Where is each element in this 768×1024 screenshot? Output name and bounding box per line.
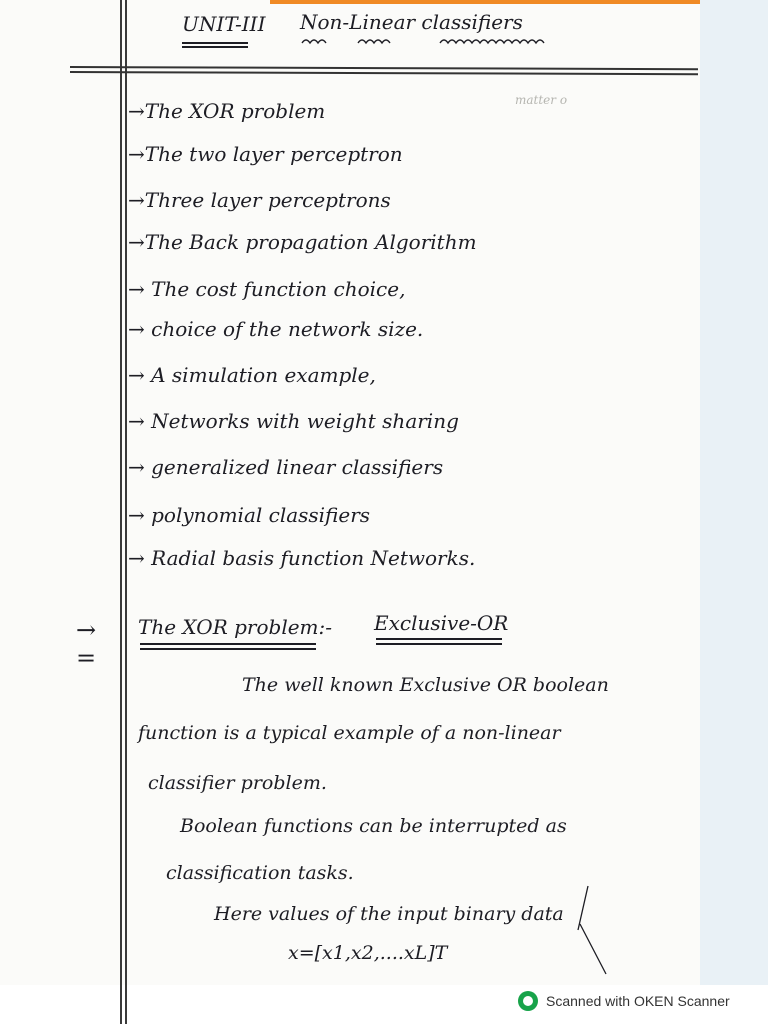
- section-heading: The XOR problem:-: [138, 615, 333, 639]
- unit-label: UNIT-III: [182, 12, 266, 36]
- scanner-watermark: [518, 990, 730, 1012]
- unit-underline-2: [182, 46, 248, 48]
- topic-item: →The two layer perceptron: [128, 142, 403, 166]
- faint-bleed-text: matter o: [515, 93, 568, 107]
- topic-item: → A simulation example,: [128, 363, 376, 387]
- topic-item: → Radial basis function Networks.: [128, 546, 476, 570]
- topic-item: → choice of the network size.: [128, 317, 424, 341]
- title-squiggle-underline: [300, 34, 552, 48]
- margin-equals: =: [76, 644, 97, 672]
- topic-item: → polynomial classifiers: [128, 503, 371, 527]
- subheading-underline: [376, 638, 502, 640]
- heading-underline: [140, 643, 316, 645]
- page-background-edge: [700, 0, 768, 985]
- topic-item: → generalized linear classifiers: [128, 455, 444, 479]
- paragraph-line: Here values of the input binary data: [214, 903, 564, 925]
- scanner-logo-icon: [518, 991, 538, 1011]
- section-subheading: Exclusive-OR: [374, 611, 509, 635]
- topic-item: → The cost function choice,: [128, 277, 406, 301]
- topic-item: → Networks with weight sharing: [128, 409, 459, 433]
- page-title: Non-Linear classifiers: [300, 10, 523, 34]
- scanner-text: Scanned with OKEN Scanner: [546, 993, 730, 1009]
- paragraph-line: classifier problem.: [148, 772, 327, 794]
- paragraph-line: function is a typical example of a non-linear: [138, 722, 561, 744]
- topic-item: →Three layer perceptrons: [128, 188, 391, 212]
- heading-underline-2: [140, 648, 316, 650]
- margin-line-double: [125, 0, 127, 1024]
- subheading-underline-2: [376, 643, 502, 645]
- topic-item: →The XOR problem: [128, 99, 326, 123]
- unit-underline: [182, 42, 248, 44]
- margin-arrow: →: [76, 616, 97, 644]
- paragraph-line: The well known Exclusive OR boolean: [242, 674, 609, 696]
- equation-line: x=[x1,x2,....xL]T: [288, 942, 448, 964]
- margin-line: [120, 0, 122, 1024]
- paragraph-line: classification tasks.: [166, 862, 354, 884]
- pen-stroke-mark: [572, 884, 612, 980]
- page-top-edge: [270, 0, 700, 4]
- topic-item: →The Back propagation Algorithm: [128, 230, 477, 254]
- paragraph-line: Boolean functions can be interrupted as: [180, 815, 567, 837]
